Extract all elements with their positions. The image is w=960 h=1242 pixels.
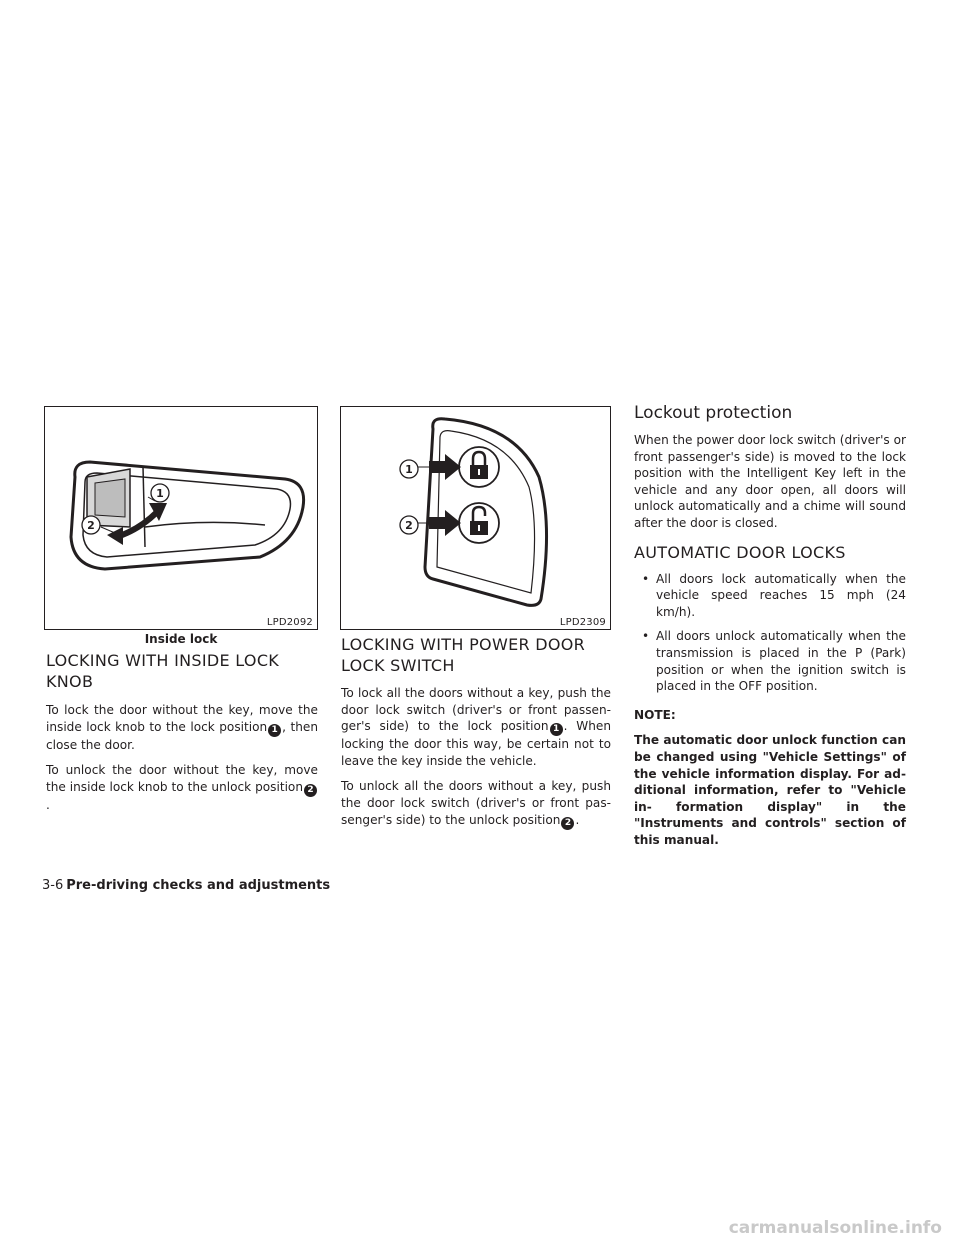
page-number: 3-6: [42, 878, 64, 893]
paragraph-text: .: [46, 797, 50, 812]
paragraph-text: .: [575, 812, 580, 827]
callout-1: 1: [156, 487, 164, 500]
paragraph: When the power door lock switch (driver's or front passenger's side) is moved to the lock position with the Intelligent Key left in the vehicle and any door open, all doors will unlock automatically and a chime will sound after the door is closed.: [634, 433, 906, 530]
section-heading: LOCKING WITH POWER DOOR LOCK SWITCH: [341, 635, 586, 675]
inside-lock-illustration: [45, 407, 316, 607]
list-item-text: All doors lock automatically when the vehicle speed reaches 15 mph (24 km/h).: [656, 571, 906, 619]
callout-number: 2: [561, 817, 574, 830]
section-heading: Lockout protection: [634, 403, 793, 423]
callout-2: 2: [405, 519, 413, 532]
note-label: NOTE:: [634, 707, 676, 722]
paragraph-text: To unlock all the doors without a key, push the door lock switch (driver's or front pas- senger's side) to the unlock position: [341, 779, 611, 827]
paragraph-text: , then close the door.: [46, 719, 319, 752]
callout-number: 1: [550, 723, 563, 736]
bullet-marker: •: [642, 571, 650, 586]
paragraph-text: To unlock the door without the key, move the inside lock knob to the unlock position: [46, 763, 318, 794]
paragraph: [46, 762, 318, 813]
callout-number: 2: [304, 784, 317, 797]
figure-power-lock-switch: [340, 406, 611, 630]
paragraph: [46, 702, 318, 753]
paragraph: [341, 685, 611, 769]
figure-code: LPD2092: [266, 617, 313, 628]
column-right: [634, 402, 906, 848]
bullet-marker: •: [642, 629, 650, 644]
list-item: [634, 571, 906, 621]
footer-section-title: Pre-driving checks and adjustments: [66, 878, 331, 893]
callout-number: 1: [268, 724, 281, 737]
paragraph: [341, 778, 611, 829]
paragraph-text: To lock the door without the key, move the inside lock knob to the lock position: [46, 703, 318, 734]
list-item-text: All doors unlock automatically when the transmission is placed in the P (Park) position or when the ignition switch is placed in the OFF position.: [656, 629, 906, 694]
callout-1: 1: [405, 463, 413, 476]
list-item: [634, 628, 906, 694]
watermark: carmanualsonline.info: [728, 1218, 942, 1238]
section-heading: AUTOMATIC DOOR LOCKS: [634, 542, 846, 562]
page-footer: [42, 878, 330, 893]
power-lock-switch-illustration: [341, 407, 609, 617]
callout-2: 2: [87, 519, 95, 532]
paragraph-text: To lock all the doors without a key, push the door lock switch (driver's or front passen- ger's side) to the lock position: [341, 686, 611, 734]
section-heading: LOCKING WITH INSIDE LOCK KNOB: [46, 651, 280, 691]
figure-code: LPD2309: [559, 617, 606, 628]
figure-caption: Inside lock: [144, 632, 218, 646]
paragraph-text: . When locking the door this way, be certain not to leave the key inside the vehicle.: [341, 719, 611, 768]
column-left: [46, 650, 318, 813]
note-text: The automatic door unlock function can be changed using "Vehicle Settings" of the vehicle information display. For ad- ditional information, refer to "Vehicle in- formation display" in the "Instruments and controls" section of this manual.: [634, 733, 906, 847]
figure-inside-lock: [44, 406, 318, 630]
column-middle: [341, 634, 611, 830]
